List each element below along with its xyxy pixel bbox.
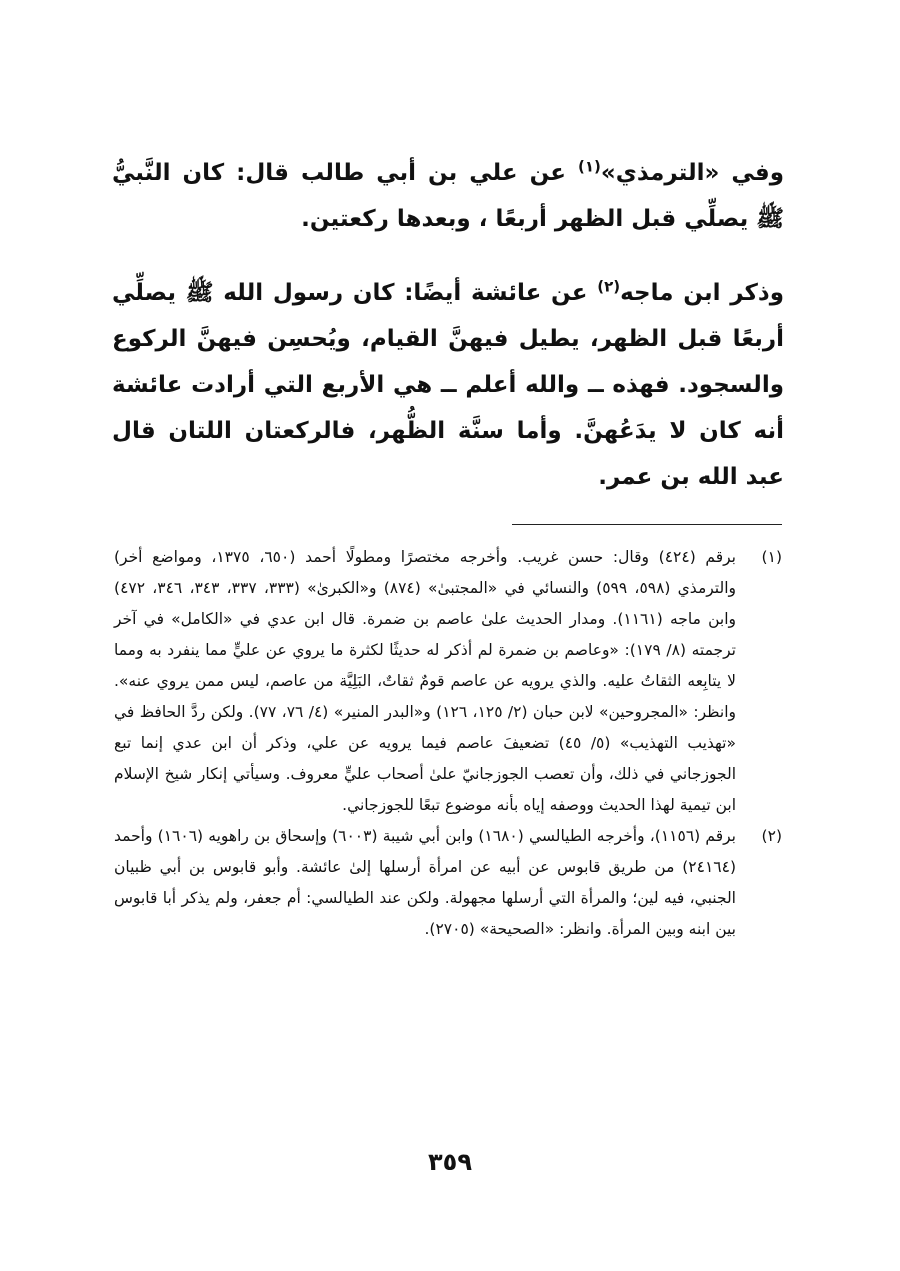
footnote-text: برقم (١١٥٦)، وأخرجه الطيالسي (١٦٨٠) وابن أبي شيبة (٦٠٠٣) وإسحاق بن راهويه (١٦٠٦) وأحمد (٢٤١٦٤) من طريق قابوس عن أبيه عن امرأة أرسلها إلىٰ عائشة. وأبو قابوس بن أبي ظبيان الجنبي، فيه لين؛ والمرأة التي أرسلها مجهولة. ولكن عند الطيالسي: أم جعفر، ولم يذكر أبا قابوس بين ابنه وبين المرأة. وانظر: «الصحيحة» (٢٧٠٥). <box>114 827 736 938</box>
main-paragraph-1 <box>112 150 784 242</box>
footnote-2 <box>114 821 782 945</box>
footnote-text: برقم (٤٢٤) وقال: حسن غريب. وأخرجه مختصرًا ومطولًا أحمد (٦٥٠، ١٣٧٥، ومواضع أخر) والترمذي (٥٩٨، ٥٩٩) والنسائي في «المجتبىٰ» (٨٧٤) و«الكبرىٰ» (٣٣٣، ٣٣٧، ٣٤٣، ٣٤٦، ٤٧٢) وابن ماجه (١١٦١). ومدار الحديث علىٰ عاصم بن ضمرة. قال ابن عدي في «الكامل» في آخر ترجمته (٨/ ١٧٩): «وعاصم بن ضمرة لم أذكر له حديثًا لكثرة ما يروي عن عليٍّ مما ينفرد به ومما لا يتابِعه الثقاتُ عليه. والذي يرويه عن عاصم قومٌ ثقاتٌ، البَلِيَّة من عاصم، ليس ممن يروي عنه». وانظر: «المجروحين» لابن حبان (٢/ ١٢٥، ١٢٦) و«البدر المنير» (٤/ ٧٦، ٧٧). ولكن ردَّ الحافظ في «تهذيب التهذيب» (٥/ ٤٥) تضعيفَ عاصم فيما يرويه عن علي، وذكر أن ابن عدي إنما تبع الجوزجاني في ذلك، وأن تعصب الجوزجانيّ علىٰ أصحاب عليٍّ معروف. وسيأتي إنكار شيخ الإسلام ابن تيمية لهذا الحديث ووصفه إياه بأنه موضوع تبعًا للجوزجاني. <box>114 548 737 814</box>
footnote-number: (٢) <box>761 827 782 845</box>
footnote-number: (١) <box>761 548 782 566</box>
footnote-ref-2: (٢) <box>597 277 621 296</box>
footnotes-section <box>114 542 782 945</box>
paragraph-2-rest: عن عائشة أيضًا: كان رسول الله ﷺ يصلِّي أربعًا قبل الظهر، يطيل فيهنَّ القيام، ويُحسِن فيهنَّ الركوع والسجود. فهذه ــ والله أعلم ــ هي الأربع التي أرادت عائشة أنه كان لا يدَعُهنَّ. وأما سنَّة الظُّهر، فالركعتان اللتان قال عبد الله بن عمر. <box>112 280 784 490</box>
footnote-separator <box>512 524 782 525</box>
main-paragraph-2 <box>112 270 784 500</box>
footnote-1 <box>114 542 782 821</box>
page-number: ٣٥٩ <box>428 1148 472 1176</box>
paragraph-1-start: وفي «الترمذي» <box>600 160 785 186</box>
paragraph-1-rest: عن علي بن أبي طالب قال: كان النَّبيُّ ﷺ يصلِّي قبل الظهر أربعًا ، وبعدها ركعتين. <box>112 160 784 232</box>
paragraph-2-start: وذكر ابن ماجه <box>620 280 784 306</box>
footnote-ref-1: (١) <box>578 157 601 176</box>
